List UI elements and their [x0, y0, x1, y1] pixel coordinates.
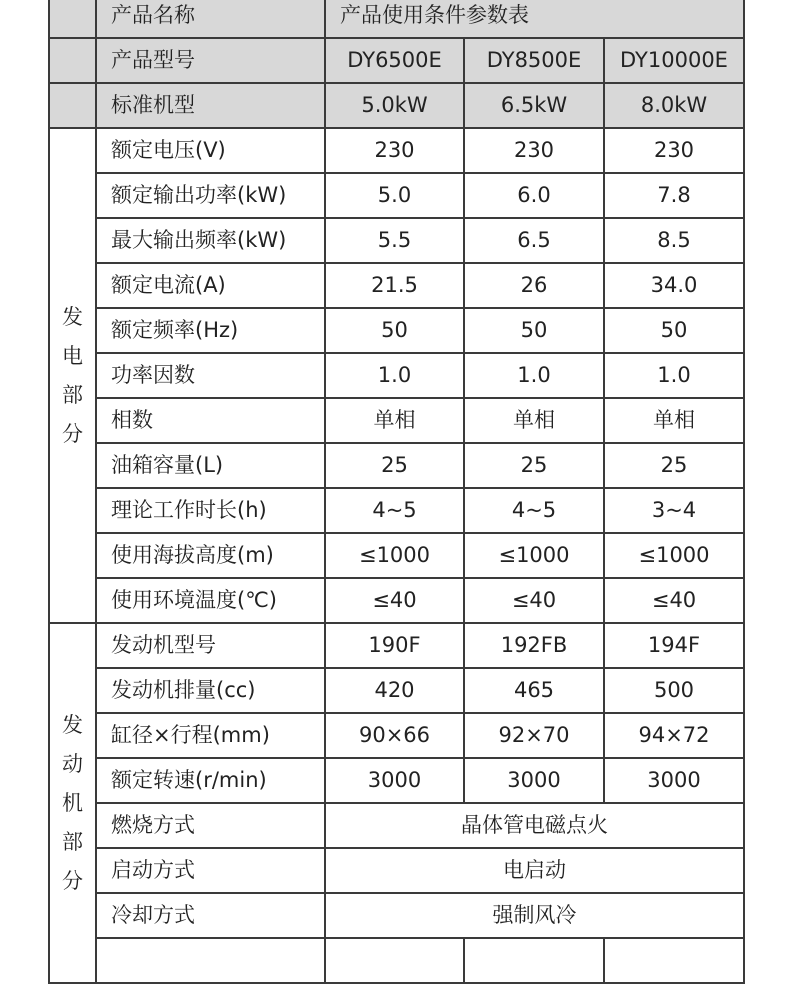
value-cell — [464, 938, 604, 983]
table-row — [49, 308, 744, 353]
value-cell: 92×70 — [464, 713, 604, 758]
table-row — [49, 713, 744, 758]
param-label: 功率因数 — [96, 353, 325, 398]
value-cell: ≤1000 — [464, 533, 604, 578]
param-label: 额定电压(V) — [96, 128, 325, 173]
value-cell: 94×72 — [604, 713, 744, 758]
value-cell: 50 — [325, 308, 464, 353]
value-cell: 26 — [464, 263, 604, 308]
table-row — [49, 758, 744, 803]
value-cell: 单相 — [604, 398, 744, 443]
value-cell: 3000 — [604, 758, 744, 803]
param-label: 额定转速(r/min) — [96, 758, 325, 803]
param-label: 油箱容量(L) — [96, 443, 325, 488]
table-row — [49, 488, 744, 533]
param-label: 冷却方式 — [96, 893, 325, 938]
merged-value-cell: 电启动 — [325, 848, 744, 893]
value-cell: 1.0 — [604, 353, 744, 398]
param-label: 燃烧方式 — [96, 803, 325, 848]
value-cell: 90×66 — [325, 713, 464, 758]
product-name-value: 产品使用条件参数表 — [325, 0, 744, 38]
product-model-label: 产品型号 — [96, 38, 325, 83]
value-cell: 25 — [325, 443, 464, 488]
param-label: 相数 — [96, 398, 325, 443]
param-label: 使用海拔高度(m) — [96, 533, 325, 578]
table-row — [49, 173, 744, 218]
table-row — [49, 848, 744, 893]
value-cell: 500 — [604, 668, 744, 713]
value-cell: 34.0 — [604, 263, 744, 308]
generator-group-label — [49, 128, 96, 623]
param-label: 额定输出功率(kW) — [96, 173, 325, 218]
merged-value-cell: 晶体管电磁点火 — [325, 803, 744, 848]
table-row — [49, 623, 744, 668]
value-cell: 50 — [464, 308, 604, 353]
value-cell: 1.0 — [464, 353, 604, 398]
header-blank-cell — [49, 38, 96, 83]
standard-model-label: 标准机型 — [96, 83, 325, 128]
standard-cell: 6.5kW — [464, 83, 604, 128]
table-row — [49, 578, 744, 623]
param-label: 发动机排量(cc) — [96, 668, 325, 713]
model-cell: DY8500E — [464, 38, 604, 83]
param-label: 缸径×行程(mm) — [96, 713, 325, 758]
value-cell: 21.5 — [325, 263, 464, 308]
table-row-cutoff — [49, 938, 744, 983]
value-cell: 25 — [464, 443, 604, 488]
value-cell: 50 — [604, 308, 744, 353]
model-cell: DY6500E — [325, 38, 464, 83]
merged-value-cell: 强制风冷 — [325, 893, 744, 938]
table-row — [49, 353, 744, 398]
value-cell: 230 — [604, 128, 744, 173]
product-model-row — [49, 38, 744, 83]
value-cell: 230 — [325, 128, 464, 173]
table-row — [49, 128, 744, 173]
value-cell — [325, 938, 464, 983]
product-name-label: 产品名称 — [96, 0, 325, 38]
param-label: 额定频率(Hz) — [96, 308, 325, 353]
value-cell: 7.8 — [604, 173, 744, 218]
value-cell: ≤1000 — [604, 533, 744, 578]
value-cell: ≤40 — [325, 578, 464, 623]
standard-cell: 8.0kW — [604, 83, 744, 128]
value-cell: 6.5 — [464, 218, 604, 263]
value-cell: 单相 — [464, 398, 604, 443]
param-label: 使用环境温度(℃) — [96, 578, 325, 623]
value-cell: ≤40 — [464, 578, 604, 623]
param-label: 理论工作时长(h) — [96, 488, 325, 533]
table-row — [49, 443, 744, 488]
spec-table — [48, 0, 745, 984]
value-cell: 192FB — [464, 623, 604, 668]
value-cell: 194F — [604, 623, 744, 668]
table-row — [49, 263, 744, 308]
value-cell: 190F — [325, 623, 464, 668]
value-cell: 4~5 — [464, 488, 604, 533]
value-cell: 3000 — [325, 758, 464, 803]
value-cell: 420 — [325, 668, 464, 713]
value-cell: 4~5 — [325, 488, 464, 533]
value-cell: 5.0 — [325, 173, 464, 218]
param-label — [96, 938, 325, 983]
param-label: 额定电流(A) — [96, 263, 325, 308]
value-cell: 465 — [464, 668, 604, 713]
table-row — [49, 398, 744, 443]
value-cell: 230 — [464, 128, 604, 173]
standard-model-row — [49, 83, 744, 128]
value-cell: 单相 — [325, 398, 464, 443]
generator-group-text: 发电部分 — [62, 304, 83, 446]
value-cell: ≤40 — [604, 578, 744, 623]
value-cell: 5.5 — [325, 218, 464, 263]
param-label: 最大输出频率(kW) — [96, 218, 325, 263]
table-row — [49, 668, 744, 713]
header-blank-cell — [49, 83, 96, 128]
param-label: 启动方式 — [96, 848, 325, 893]
value-cell — [604, 938, 744, 983]
product-name-row — [49, 0, 744, 38]
value-cell: ≤1000 — [325, 533, 464, 578]
header-blank-cell — [49, 0, 96, 38]
value-cell: 1.0 — [325, 353, 464, 398]
engine-group-label — [49, 623, 96, 983]
param-label: 发动机型号 — [96, 623, 325, 668]
model-cell: DY10000E — [604, 38, 744, 83]
value-cell: 8.5 — [604, 218, 744, 263]
value-cell: 25 — [604, 443, 744, 488]
value-cell: 6.0 — [464, 173, 604, 218]
table-row — [49, 803, 744, 848]
engine-group-text: 发动机部分 — [62, 712, 83, 893]
value-cell: 3000 — [464, 758, 604, 803]
standard-cell: 5.0kW — [325, 83, 464, 128]
table-row — [49, 533, 744, 578]
table-row — [49, 218, 744, 263]
value-cell: 3~4 — [604, 488, 744, 533]
table-row — [49, 893, 744, 938]
